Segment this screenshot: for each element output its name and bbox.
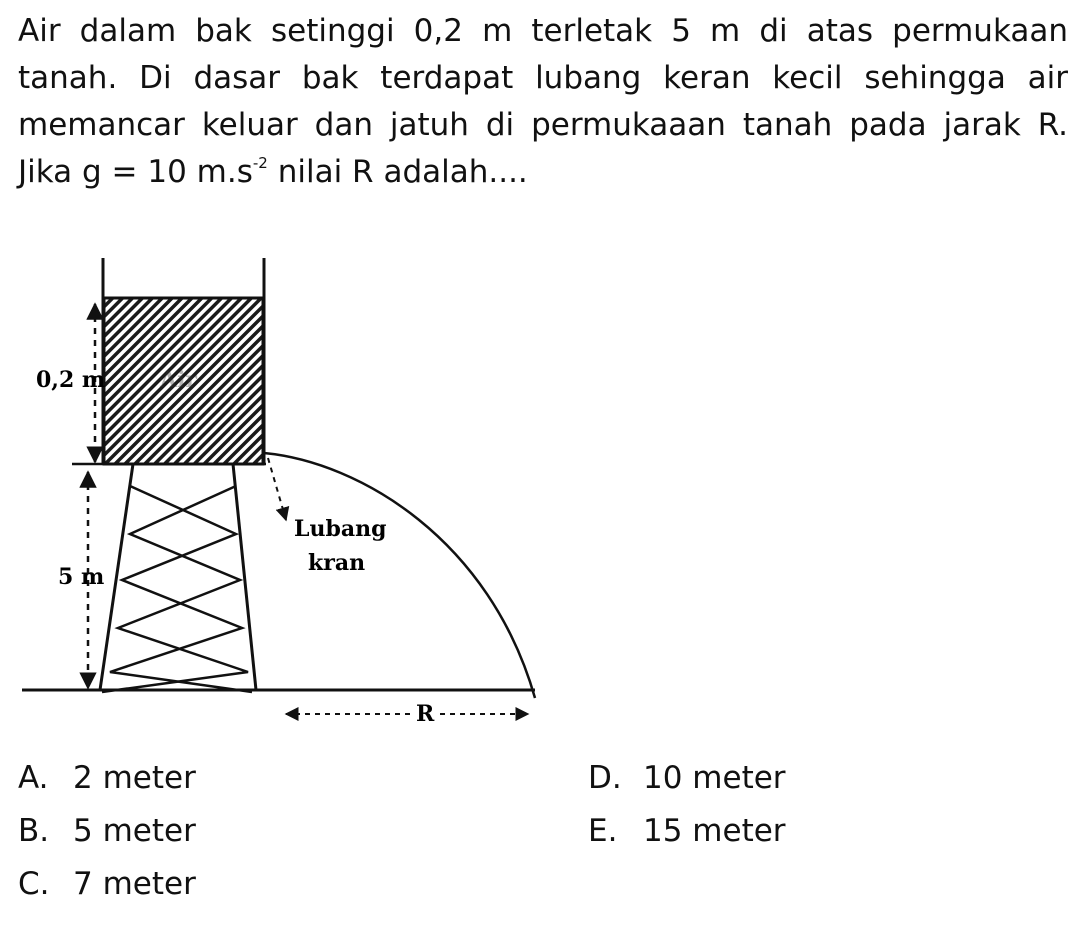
- option-a-text: 2 meter: [73, 760, 196, 796]
- option-a-letter: A.: [18, 760, 49, 796]
- option-d-text: 10 meter: [643, 760, 786, 796]
- option-e-text: 15 meter: [643, 813, 786, 849]
- tower-height-label: 5 m: [58, 564, 105, 590]
- water-height-label: 0,2 m: [36, 367, 106, 393]
- question-exponent: -2: [252, 154, 268, 172]
- option-b-letter: B.: [18, 813, 50, 849]
- water-tower-diagram: [0, 240, 600, 730]
- hole-pointer-arrow: [268, 458, 286, 520]
- option-e-letter: E.: [588, 813, 618, 849]
- question-text-main: Air dalam bak setinggi 0,2 m terletak 5 m di atas permukaan tanah. Di dasar bak terdapat lubang keran kecil sehingga air memancar keluar dan jatuh di permukaaan tanah pada jarak R. Jika g = 10 m.s: [18, 13, 1068, 190]
- option-c-letter: C.: [18, 866, 50, 902]
- option-a[interactable]: [18, 758, 196, 798]
- hole-label-line2: kran: [308, 550, 366, 576]
- tank-label: Air: [160, 367, 198, 393]
- option-d[interactable]: [588, 758, 786, 798]
- option-c-text: 7 meter: [73, 866, 196, 902]
- range-label: R: [416, 701, 435, 727]
- option-d-letter: D.: [588, 760, 622, 796]
- question-text-end: nilai R adalah....: [267, 154, 528, 190]
- tower-right-leg: [233, 464, 256, 690]
- option-e[interactable]: [588, 811, 786, 851]
- option-b[interactable]: [18, 811, 196, 851]
- hole-label-line1: Lubang: [294, 516, 387, 542]
- option-b-text: 5 meter: [73, 813, 196, 849]
- water-jet-trajectory: [264, 453, 535, 698]
- option-c[interactable]: [18, 864, 196, 904]
- question-text: [18, 8, 1068, 196]
